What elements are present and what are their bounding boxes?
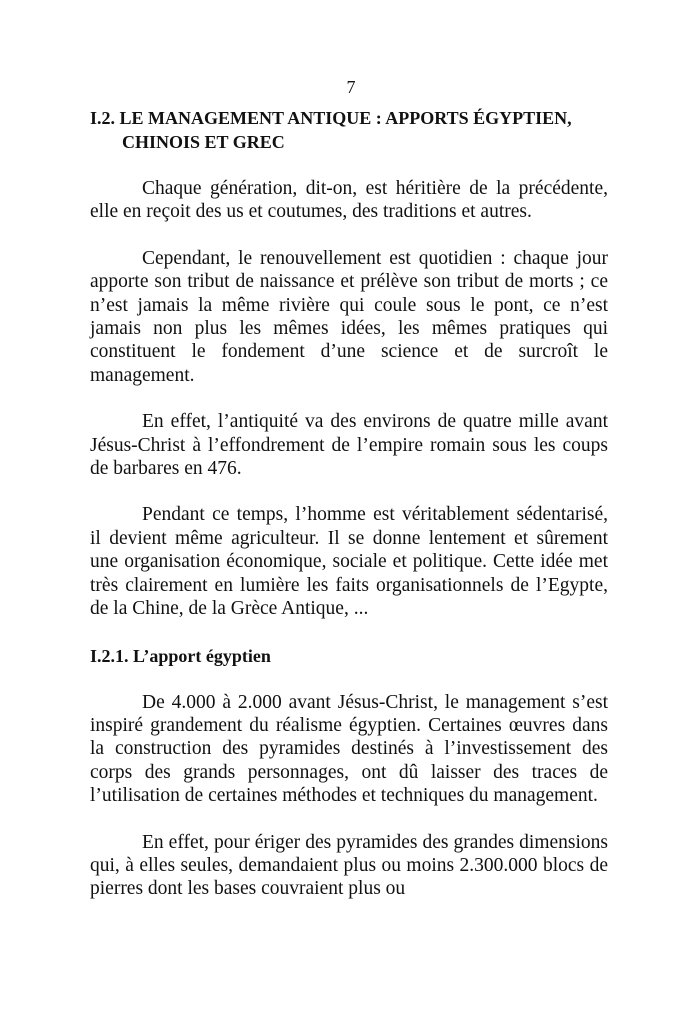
section-heading: I.2. LE MANAGEMENT ANTIQUE : APPORTS ÉGYPTIEN, CHINOIS ET GREC bbox=[90, 108, 572, 152]
paragraph-antiquite: En effet, l’antiquité va des environs de quatre mille avant Jésus-Christ à l’effondrement de l’empire romain sous les coups de barbares en 476. bbox=[90, 411, 608, 480]
paragraph-heritage: Chaque génération, dit-on, est héritière de la précédente, elle en reçoit des us et coutumes, des traditions et autres. bbox=[90, 178, 608, 223]
paragraph-sedentarisation: Pendant ce temps, l’homme est véritablement sédentarisé, il devient même agriculteur. Il se donne lentement et sûrement une organisation économique, sociale et politique. Cette idée met très clairement en lumière les faits organisationnels de l’Egypte, de la Chine, de la Grèce Antique, ... bbox=[90, 504, 608, 620]
subsection-heading: I.2.1. L’apport égyptien bbox=[90, 645, 271, 666]
page-number: 7 bbox=[346, 77, 356, 97]
paragraph-renouvellement: Cependant, le renouvellement est quotidien : chaque jour apporte son tribut de naissance et prélève son tribut de morts ; ce n’est jamais la même rivière qui coule sous le pont, ce n’est jamais non plus les mêmes idées, les mêmes pratiques qui constituent le fondement d’une science et de surcroît le management. bbox=[90, 247, 608, 386]
document-page bbox=[90, 76, 608, 901]
paragraph-realisme-egyptien: De 4.000 à 2.000 avant Jésus-Christ, le management s’est inspiré grandement du réalisme égyptien. Certaines œuvres dans la construction des pyramides destinés à l’investissement des corps des grands personnages, ont dû laisser des traces de l’utilisation de certaines méthodes et techniques du management. bbox=[90, 691, 608, 807]
paragraph-pyramides: En effet, pour ériger des pyramides des grandes dimensions qui, à elles seules, demandaient plus ou moins 2.300.000 blocs de pierres dont les bases couvraient plus ou bbox=[90, 831, 608, 900]
